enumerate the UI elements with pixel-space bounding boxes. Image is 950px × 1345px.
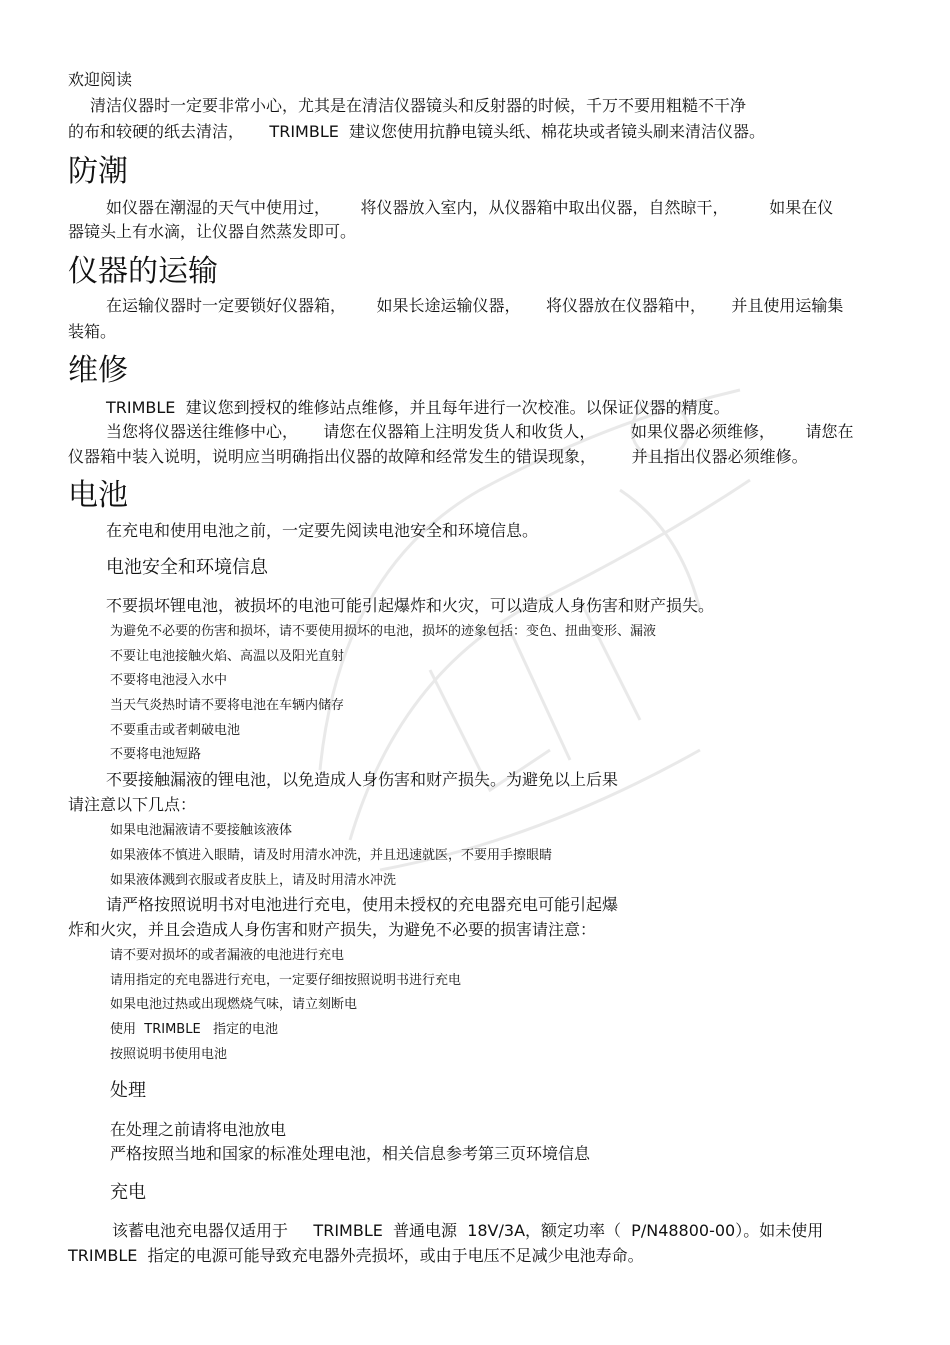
- charge-line-2: TRIMBLE 指定的电源可能导致充电器外壳损坏，或由于电压不足减少电池寿命。: [68, 1246, 644, 1265]
- list-item: 不要将电池短路: [110, 747, 202, 762]
- list-item: 不要将电池浸入水中: [110, 673, 228, 688]
- transport-line-2: 装箱。: [68, 322, 117, 341]
- repair-line-2: 当您将仪器送往维修中心， 请您在仪器箱上注明发货人和收货人， 如果仪器必须维修， 请您在: [106, 422, 854, 441]
- welcome-text: 欢迎阅读: [68, 70, 133, 89]
- list-item: 不要重击或者刺破电池: [110, 723, 241, 738]
- battery-safety-heading: 电池安全和环境信息: [106, 557, 268, 578]
- intro-line-1: 清洁仪器时一定要非常小心，尤其是在清洁仪器镜头和反射器的时候，千万不要用粗糙不干净: [90, 96, 747, 115]
- list-item: 为避免不必要的伤害和损坏，请不要使用损坏的电池，损坏的迹象包括：变色、扭曲变形、漏液: [110, 624, 657, 639]
- transport-line-1: 在运输仪器时一定要锁好仪器箱， 如果长途运输仪器， 将仪器放在仪器箱中， 并且使用运输集: [106, 296, 844, 315]
- list-item: 如果电池漏液请不要接触该液体: [110, 823, 293, 838]
- battery-warning-3-line-2: 炸和火灾，并且会造成人身伤害和财产损失，为避免不必要的损害请注意：: [68, 920, 597, 939]
- list-item: 当天气炎热时请不要将电池在车辆内储存: [110, 698, 345, 713]
- charge-line-1: 该蓄电池充电器仅适用于 TRIMBLE 普通电源 18V/3A，额定功率（ P/N48800-00）。如未使用: [112, 1221, 824, 1240]
- heading-repair: 维修: [68, 353, 128, 388]
- list-item: 如果电池过热或出现燃烧气味，请立刻断电: [110, 997, 358, 1012]
- list-item: 不要让电池接触火焰、高温以及阳光直射: [110, 649, 345, 664]
- charge-heading: 充电: [110, 1182, 146, 1203]
- battery-warning-2-line-1: 不要接触漏液的锂电池，以免造成人身伤害和财产损失。为避免以上后果: [106, 770, 619, 789]
- repair-line-3: 仪器箱中装入说明，说明应当明确指出仪器的故障和经常发生的错误现象， 并且指出仪器必须维修。: [68, 447, 808, 466]
- list-item: 如果液体不慎进入眼睛，请及时用清水冲洗，并且迅速就医，不要用手擦眼睛: [110, 848, 553, 863]
- repair-line-1: TRIMBLE 建议您到授权的维修站点维修，并且每年进行一次校准。以保证仪器的精度。: [106, 398, 730, 417]
- disposal-line-2: 严格按照当地和国家的标准处理电池，相关信息参考第三页环境信息: [110, 1144, 591, 1163]
- battery-warning-1: 不要损坏锂电池，被损坏的电池可能引起爆炸和火灾，可以造成人身伤害和财产损失。: [106, 596, 715, 615]
- list-item: 使用 TRIMBLE 指定的电池: [110, 1022, 279, 1037]
- list-item: 如果液体溅到衣服或者皮肤上，请及时用清水冲洗: [110, 873, 397, 888]
- list-item: 按照说明书使用电池: [110, 1047, 228, 1062]
- disposal-heading: 处理: [110, 1080, 146, 1101]
- heading-battery: 电池: [68, 478, 128, 513]
- battery-warning-2-line-2: 请注意以下几点：: [68, 795, 197, 814]
- list-item: 请不要对损坏的或者漏液的电池进行充电: [110, 948, 345, 963]
- moisture-line-2: 器镜头上有水滴，让仪器自然蒸发即可。: [68, 222, 357, 241]
- heading-transport: 仪器的运输: [68, 254, 218, 289]
- intro-line-2: 的布和较硬的纸去清洁， TRIMBLE 建议您使用抗静电镜头纸、棉花块或者镜头刷来清洁仪器。: [68, 122, 766, 141]
- battery-warning-3-line-1: 请严格按照说明书对电池进行充电，使用未授权的充电器充电可能引起爆: [106, 895, 619, 914]
- moisture-line-1: 如仪器在潮湿的天气中使用过， 将仪器放入室内，从仪器箱中取出仪器，自然晾干， 如果在仪: [106, 198, 834, 217]
- battery-intro: 在充电和使用电池之前，一定要先阅读电池安全和环境信息。: [106, 521, 539, 540]
- disposal-line-1: 在处理之前请将电池放电: [110, 1120, 287, 1139]
- heading-moisture: 防潮: [68, 154, 128, 189]
- list-item: 请用指定的充电器进行充电，一定要仔细按照说明书进行充电: [110, 973, 462, 988]
